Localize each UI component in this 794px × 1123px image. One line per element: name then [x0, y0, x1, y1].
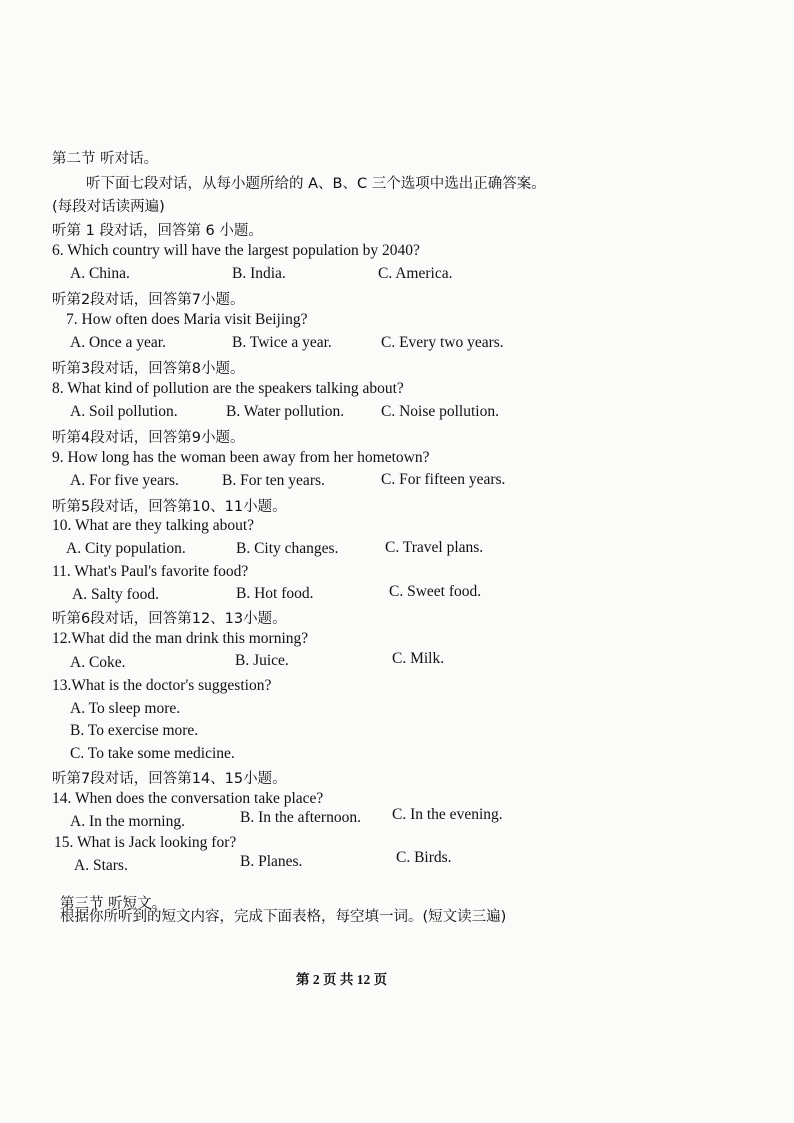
- dialogue-intro: 听第4段对话，回答第9小题。: [52, 430, 245, 446]
- question-stem: 7. How often does Maria visit Beijing?: [66, 311, 308, 328]
- question-option-c: C. Birds.: [396, 849, 452, 866]
- question-option-c: C. Milk.: [392, 650, 445, 667]
- dialogue-intro: 听第6段对话，回答第12、13小题。: [52, 611, 287, 627]
- section-2-instructions: 听下面七段对话，从每小题所给的 A、B、C 三个选项中选出正确答案。: [86, 176, 546, 192]
- question-option-a: A. China.: [70, 265, 130, 282]
- section-2-header: 第二节 听对话。: [52, 151, 159, 167]
- question-stem: 8. What kind of pollution are the speakers talking about?: [52, 380, 404, 397]
- question-stem: 9. How long has the woman been away from her hometown?: [52, 449, 430, 466]
- dialogue-intro: 听第3段对话，回答第8小题。: [52, 361, 245, 377]
- section-3-header: 第三节 听短文。: [60, 896, 167, 912]
- question-option-a: A. Once a year.: [70, 334, 166, 351]
- question-stem: 6. Which country will have the largest population by 2040?: [52, 242, 420, 259]
- question-option-a: A. In the morning.: [70, 813, 185, 830]
- dialogue-intro: 听第 1 段对话，回答第 6 小题。: [52, 223, 263, 239]
- section-2-note: (每段对话读两遍): [52, 199, 165, 215]
- question-option-b: B. Planes.: [240, 853, 303, 870]
- question-option-c: C. Travel plans.: [385, 539, 484, 556]
- dialogue-intro: 听第5段对话，回答第10、11小题。: [52, 499, 287, 515]
- question-option-a: A. City population.: [66, 540, 186, 557]
- question-option-c: C. In the evening.: [392, 806, 503, 823]
- question-option-b: B. India.: [232, 265, 286, 282]
- question-option-b: B. Juice.: [235, 652, 289, 669]
- question-stem: 10. What are they talking about?: [52, 517, 255, 534]
- question-option-b: B. In the afternoon.: [240, 809, 361, 826]
- dialogue-intro: 听第2段对话，回答第7小题。: [52, 292, 245, 308]
- question-option-b: B. Twice a year.: [232, 334, 332, 351]
- question-stem: 11. What's Paul's favorite food?: [52, 563, 249, 580]
- section-3-instructions: 根据你所听到的短文内容，完成下面表格，每空填一词。(短文读三遍): [60, 909, 507, 925]
- question-stem: 15. What is Jack looking for?: [54, 834, 237, 851]
- question-option-c: C. America.: [378, 265, 453, 282]
- question-option-a: A. Soil pollution.: [70, 403, 178, 420]
- question-option-c: C. Noise pollution.: [381, 403, 499, 420]
- question-option-c: C. Every two years.: [381, 334, 504, 351]
- question-option-a: A. Coke.: [70, 654, 126, 671]
- question-option-b: B. Hot food.: [236, 585, 314, 602]
- question-option-c: C. Sweet food.: [389, 583, 482, 600]
- page-number: 第 2 页 共 12 页: [296, 972, 388, 987]
- question-option-b: B. For ten years.: [222, 472, 325, 489]
- dialogue-intro: 听第7段对话，回答第14、15小题。: [52, 771, 287, 787]
- question-option-b: B. City changes.: [236, 540, 339, 557]
- question-stem: 13.What is the doctor's suggestion?: [52, 677, 272, 694]
- question-stem: 14. When does the conversation take place?: [52, 790, 324, 807]
- question-option-a: A. Salty food.: [72, 586, 159, 603]
- question-stem: 12.What did the man drink this morning?: [52, 630, 309, 647]
- question-option-a: A. To sleep more.: [70, 700, 181, 717]
- question-option-a: A. Stars.: [74, 857, 128, 874]
- question-option-a: A. For five years.: [70, 472, 179, 489]
- question-option-c: C. To take some medicine.: [70, 745, 235, 762]
- question-option-c: C. For fifteen years.: [381, 471, 506, 488]
- question-option-b: B. To exercise more.: [70, 722, 199, 739]
- question-option-b: B. Water pollution.: [226, 403, 345, 420]
